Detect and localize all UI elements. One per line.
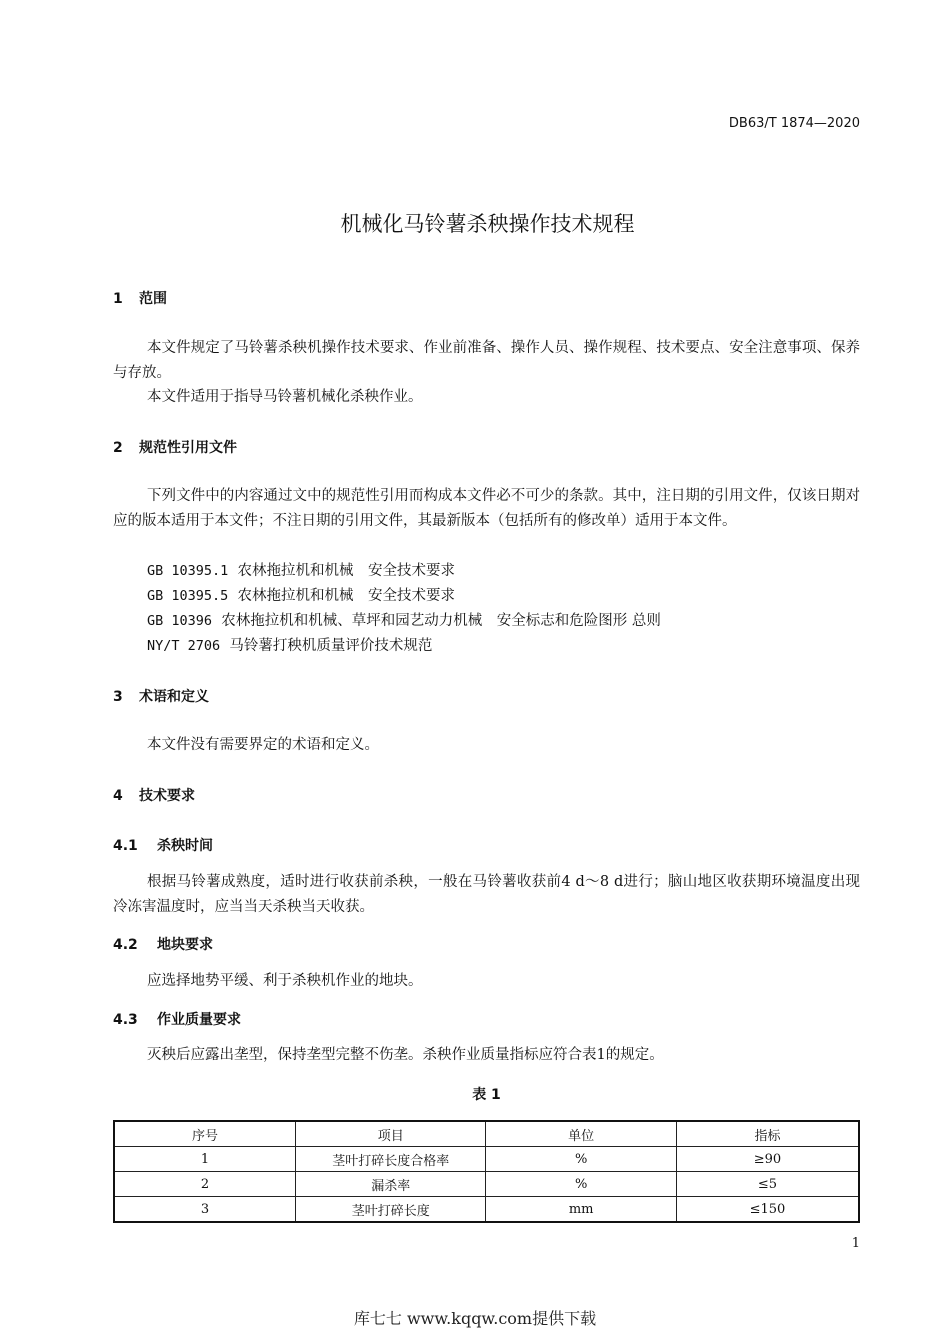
section-2-heading: [113, 437, 237, 457]
reference-title: 农林拖拉机和机械、草坪和园艺动力机械 安全标志和危险图形 总则: [221, 613, 661, 629]
paragraph: 本文件适用于指导马铃薯机械化杀秧作业。: [147, 389, 423, 405]
table-header-cell: 单位: [486, 1121, 676, 1147]
table-caption: 表 1: [472, 1087, 501, 1103]
section-title: 范围: [139, 291, 167, 307]
reference-code: NY/T 2706: [147, 638, 221, 654]
table-cell: 1: [114, 1147, 295, 1172]
table-cell: %: [486, 1147, 676, 1172]
subsection-number: 4.2: [113, 937, 138, 953]
reference-item: [147, 609, 661, 634]
footer-watermark: 库七七 www.kqqw.com提供下载: [353, 1309, 597, 1328]
reference-item: [147, 559, 455, 584]
reference-code: GB 10395.5: [147, 588, 229, 604]
page-title: 机械化马铃薯杀秧操作技术规程: [340, 212, 635, 236]
section-3-heading: [113, 686, 209, 706]
paragraph: 灭秧后应露出垄型，保持垄型完整不伤垄。杀秧作业质量指标应符合表1的规定。: [147, 1047, 664, 1063]
subsection-title: 地块要求: [157, 937, 213, 953]
subsection-number: 4.3: [113, 1012, 138, 1028]
subsection-title: 杀秧时间: [157, 838, 213, 854]
section-title: 术语和定义: [139, 689, 209, 705]
table-cell: 2: [114, 1172, 295, 1197]
reference-code: GB 10396: [147, 613, 213, 629]
paragraph: 根据马铃薯成熟度，适时进行收获前杀秧，一般在马铃薯收获前4 d～8 d进行；脑山地区收获期环境温度出现冷冻害温度时，应当当天杀秧当天收获。: [113, 874, 860, 915]
table-cell: 漏杀率: [295, 1172, 485, 1197]
section-title: 技术要求: [139, 788, 195, 804]
table-header-cell: 项目: [295, 1121, 485, 1147]
reference-code: GB 10395.1: [147, 563, 229, 579]
table-row: [114, 1147, 859, 1172]
table-cell: %: [486, 1172, 676, 1197]
table-row: [114, 1197, 859, 1223]
table-cell: 茎叶打碎长度: [295, 1197, 485, 1223]
section-number: 3: [113, 689, 123, 705]
section-1-heading: [113, 288, 167, 308]
table-cell: ≤150: [676, 1197, 859, 1223]
subsection-4-3-heading: [113, 1009, 241, 1029]
subsection-number: 4.1: [113, 838, 138, 854]
subsection-4-1-heading: [113, 835, 213, 855]
quality-table: [113, 1120, 860, 1223]
reference-title: 马铃薯打秧机质量评价技术规范: [229, 638, 433, 654]
table-header-cell: 序号: [114, 1121, 295, 1147]
section-4-heading: [113, 785, 195, 805]
table-header-row: [114, 1121, 859, 1147]
page-number: 1: [851, 1236, 860, 1251]
reference-item: [147, 584, 455, 609]
section-number: 2: [113, 440, 123, 456]
section-title: 规范性引用文件: [139, 440, 237, 456]
paragraph: 本文件没有需要界定的术语和定义。: [147, 737, 379, 753]
table-cell: ≥90: [676, 1147, 859, 1172]
table-row: [114, 1172, 859, 1197]
reference-title: 农林拖拉机和机械 安全技术要求: [237, 588, 455, 604]
subsection-title: 作业质量要求: [157, 1012, 241, 1028]
section-number: 1: [113, 291, 123, 307]
table-header-cell: 指标: [676, 1121, 859, 1147]
table-cell: mm: [486, 1197, 676, 1223]
reference-item: [147, 634, 432, 659]
paragraph: 应选择地势平缓、利于杀秧机作业的地块。: [147, 973, 423, 989]
paragraph: 本文件规定了马铃薯杀秧机操作技术要求、作业前准备、操作人员、操作规程、技术要点、安全注意事项、保养与存放。: [113, 340, 860, 381]
subsection-4-2-heading: [113, 934, 213, 954]
document-id: DB63/T 1874—2020: [728, 116, 860, 131]
section-number: 4: [113, 788, 123, 804]
table-cell: ≤5: [676, 1172, 859, 1197]
reference-title: 农林拖拉机和机械 安全技术要求: [237, 563, 455, 579]
table-cell: 3: [114, 1197, 295, 1223]
paragraph: 下列文件中的内容通过文中的规范性引用而构成本文件必不可少的条款。其中，注日期的引用文件，仅该日期对应的版本适用于本文件；不注日期的引用文件，其最新版本（包括所有的修改单）适用于本文件。: [113, 488, 860, 529]
table-cell: 茎叶打碎长度合格率: [295, 1147, 485, 1172]
